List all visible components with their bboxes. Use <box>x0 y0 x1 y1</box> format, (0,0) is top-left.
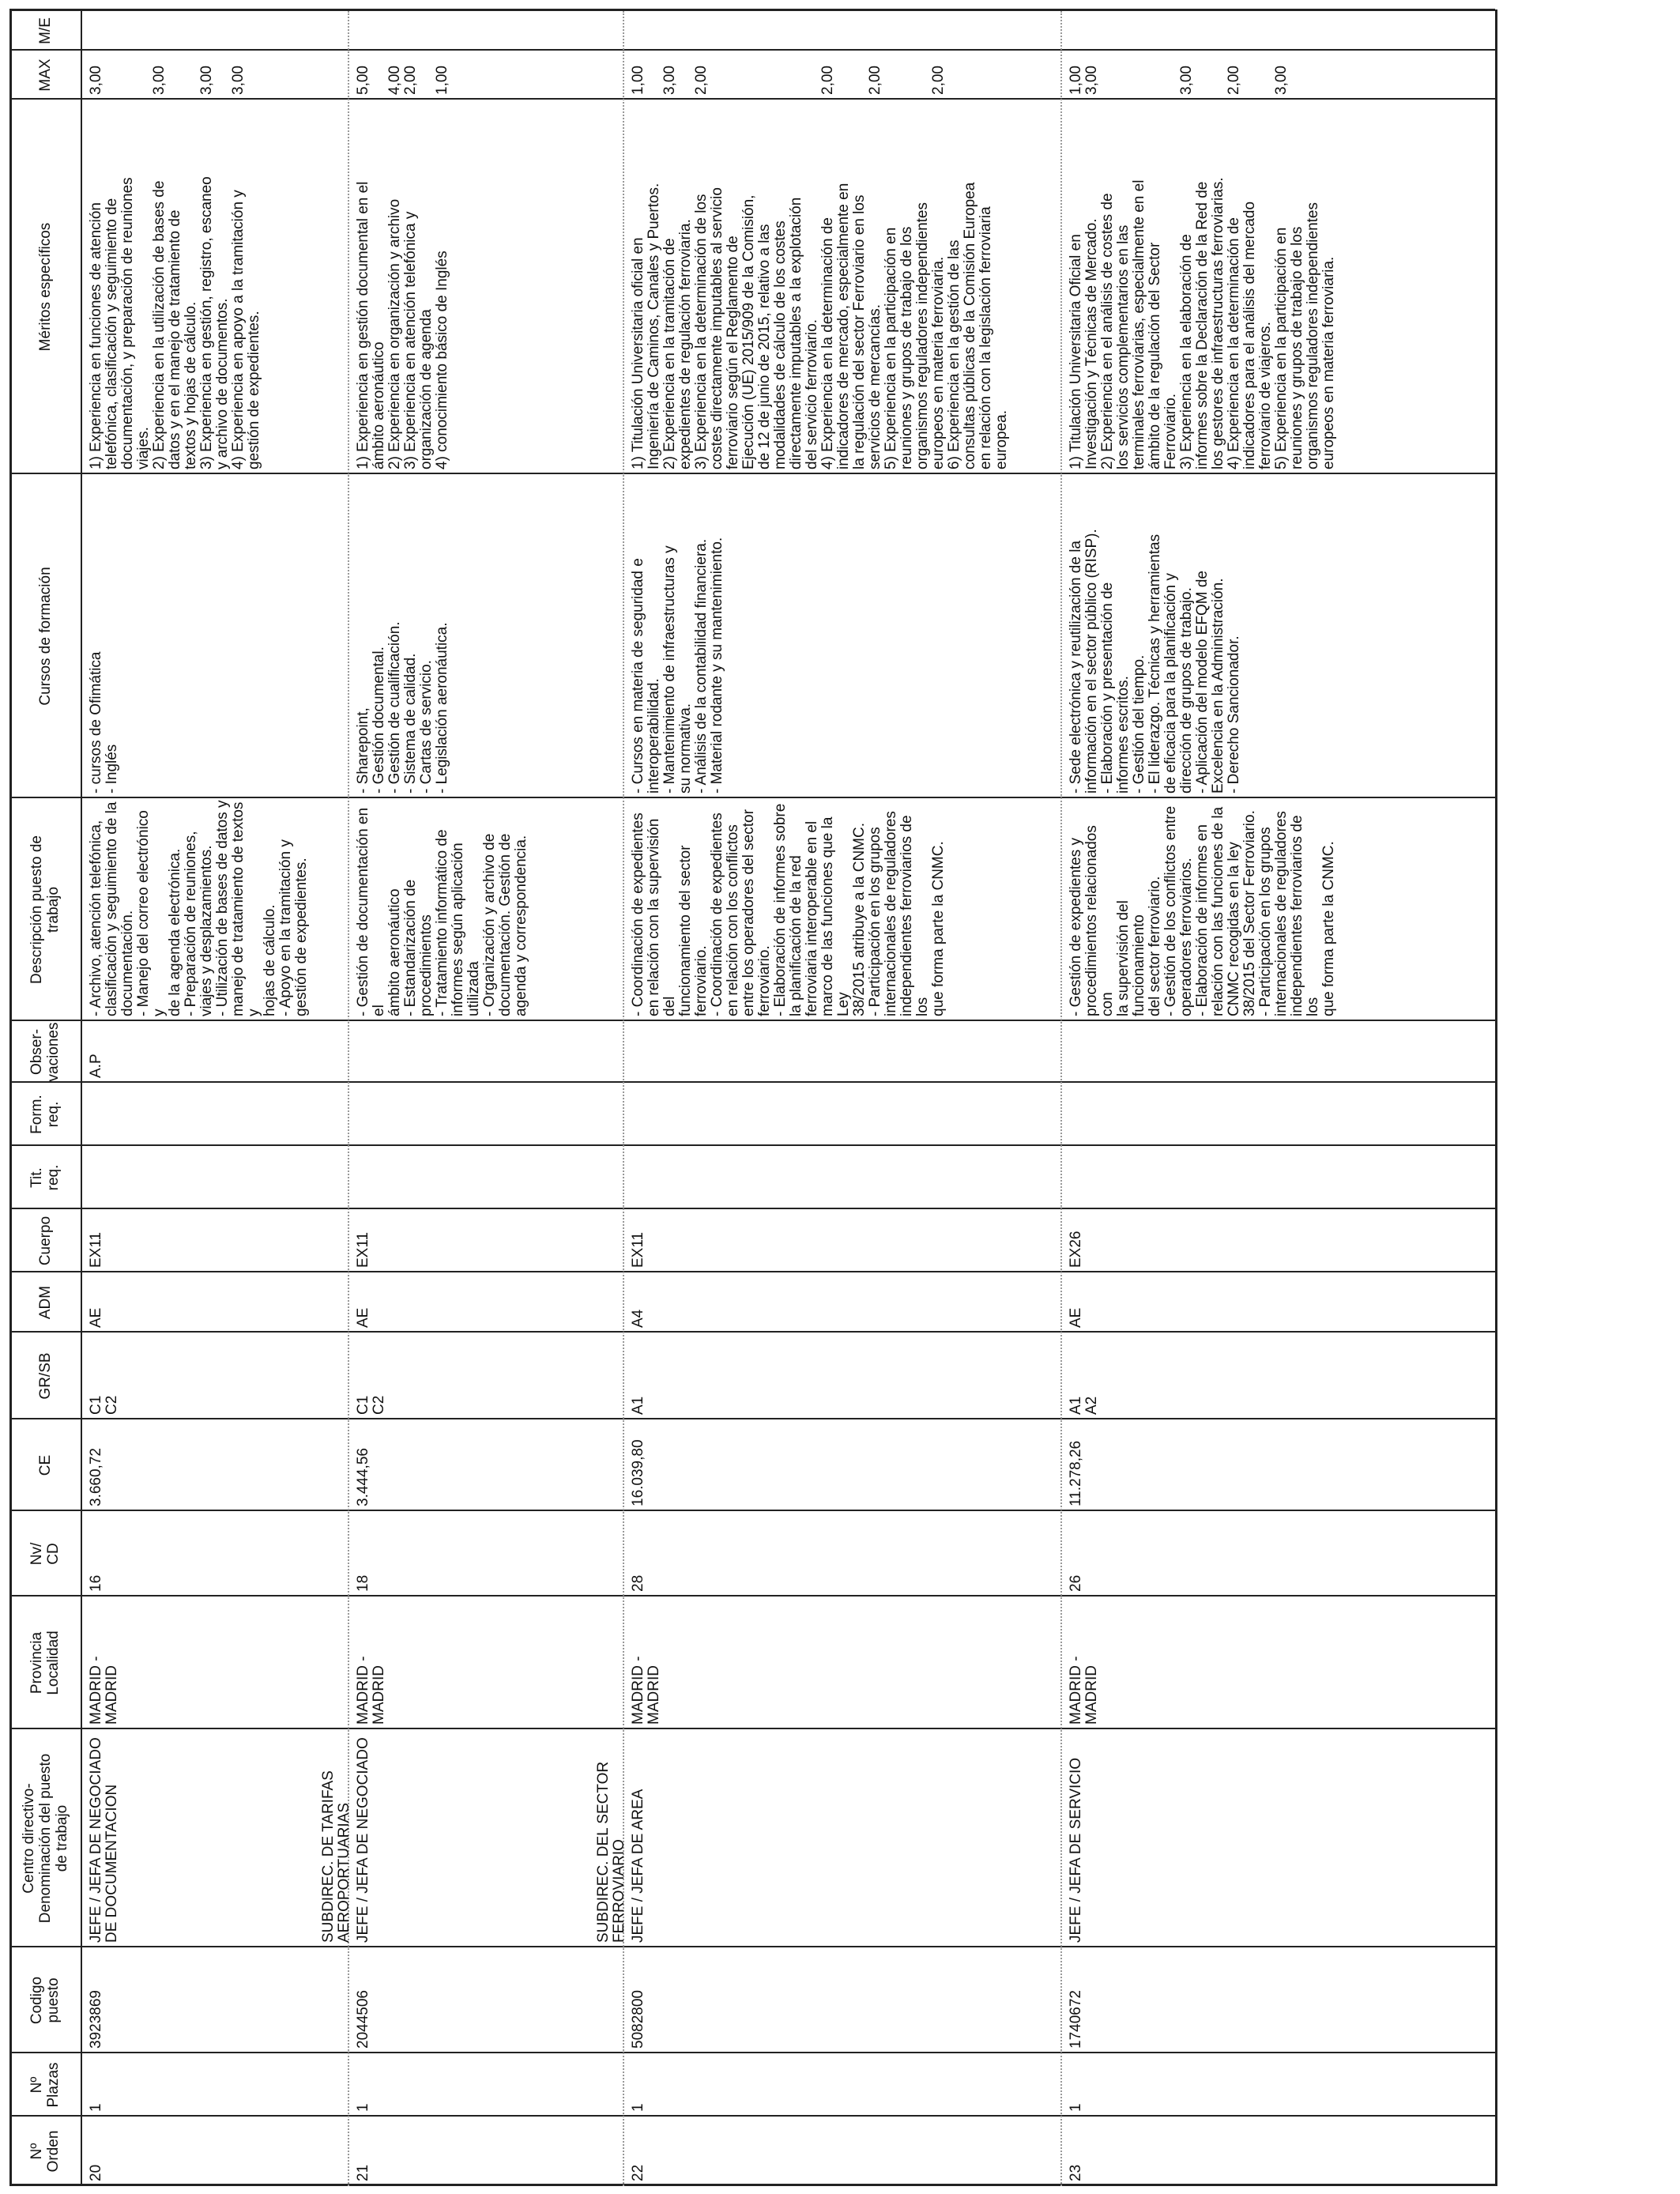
cell-cursos: - cursos de Ofimática - Inglés <box>88 651 120 794</box>
max-score: 2,00 <box>819 66 836 95</box>
cell-adm: AE <box>1068 1307 1084 1328</box>
cell-centro: JEFE / JEFA DE SERVICIO <box>1068 1757 1084 1943</box>
cell-cursos: - Sede electrónica y reutilización de la información en el sector público (RISP). - Elaboración y presentación de informes escritos. - Gestión del tiempo. - El liderazgo. Técnicas y herramientas de eficacia para la planificación y dirección de grupos de trabajo. - Aplicación del modelo EFQM de Excelencia en la Administración. - Derecho Sancionador. <box>1068 529 1242 794</box>
cell-provincia: MADRID - MADRID <box>355 1656 387 1725</box>
column-divider <box>9 1081 1495 1083</box>
cell-grupo: A1 A2 <box>1068 1396 1100 1415</box>
cell-plazas: 1 <box>630 2103 646 2112</box>
cell-grupo: C1 C2 <box>88 1395 120 1415</box>
column-divider <box>9 1144 1495 1146</box>
header-max: MAX <box>36 58 54 92</box>
cell-cuerpo: EX11 <box>355 1231 371 1268</box>
section-heading: SUBDIREC. DEL SECTOR FERROVIARIO <box>595 1761 627 1943</box>
cell-adm: AE <box>88 1307 104 1328</box>
max-score: 3,00 <box>230 66 247 95</box>
row-divider <box>81 9 82 2186</box>
cell-plazas: 1 <box>88 2103 104 2112</box>
column-divider <box>9 1946 1495 1947</box>
max-score: 3,00 <box>198 66 215 95</box>
cell-orden: 23 <box>1068 2164 1084 2181</box>
cell-nivel: 28 <box>630 1574 646 1592</box>
cell-grupo: A1 <box>630 1396 646 1415</box>
cell-meritos: 1) Titulación Universitaria oficial en Ingeniería de Caminos, Canales y Puertos. 2) Experiencia en la tramitación de expedientes de regulación ferroviaria. 3) Experiencia en la determinación de los costes directamente imputables al servicio ferroviario según el Reglamento de Ejecución (UE) 2015/909 de la Comisión, de 12 de junio de 2015, relativo a las modalidades de cálculo de los costes directamente imputables a la explotación del servicio ferroviario. 4) Experiencia en la determinación de indicadores de mercado, especialmente en la regulación del sector Ferroviario en los servicios de mercancías. 5) Experiencia en la participación en reuniones y grupos de trabajo de los organismos reguladores independientes europeos en materia ferroviaria. 6) Experiencia en la gestión de las consultas públicas de la Comisión Europea en relación con la legislación ferroviaria europea. <box>630 182 1010 469</box>
header-cuerpo: Cuerpo <box>36 1216 54 1266</box>
cell-plazas: 1 <box>355 2103 371 2112</box>
header-ce: CE <box>36 1454 54 1476</box>
cell-descripcion: - Archivo, atención telefónica, clasificación y seguimiento de la documentación. - Manejo del correo electrónico y de la agenda electrónica. - Preparación de reuniones, viajes y desplazamientos. - Utilización de bases de datos y manejo de tratamiento de textos y hojas de cálculo. - Apoyo en la tramitación y gestión de expedientes. <box>88 800 310 1016</box>
max-score: 1,00 <box>434 66 450 95</box>
cell-nivel: 26 <box>1068 1574 1084 1592</box>
header-cursos: Cursos de formación <box>36 567 54 706</box>
cell-grupo: C1 C2 <box>355 1395 387 1415</box>
cell-descripcion: - Gestión de expedientes y procedimientos relacionados con la supervisión del funcionamiento del sector ferroviario. - Gestión de los conflictos entre operadores ferroviarios. - Elaboración de informes en relación con las funciones de la CNMC recogidas en la ley 38/2015 del Sector Ferroviario. - Participación en los grupos internacionales de reguladores independientes ferroviarios de los que forma parte la CNMC. <box>1068 805 1337 1016</box>
column-divider <box>9 2184 1495 2186</box>
max-score: 2,00 <box>1226 66 1242 95</box>
header-form: Form. req. <box>28 1095 62 1134</box>
header-me: M/E <box>36 17 54 44</box>
cell-adm: A4 <box>630 1309 646 1328</box>
row-divider <box>9 9 12 2186</box>
max-score: 3,00 <box>661 66 678 95</box>
header-orden: Nº Orden <box>28 2130 62 2173</box>
cell-cuerpo: EX26 <box>1068 1231 1084 1268</box>
header-provincia: Provincia Localidad <box>28 1630 62 1695</box>
column-divider <box>9 1510 1495 1511</box>
column-divider <box>9 49 1495 51</box>
cell-ce: 3.444,56 <box>355 1448 371 1506</box>
cell-adm: AE <box>355 1307 371 1328</box>
header-grupo: GR/SB <box>36 1352 54 1400</box>
column-divider <box>9 1271 1495 1272</box>
cell-centro: JEFE / JEFA DE AREA <box>630 1789 646 1943</box>
column-divider <box>9 2115 1495 2117</box>
max-score: 3,00 <box>1273 66 1290 95</box>
cell-meritos: 1) Experiencia en gestión documental en el ámbito aeronáutico 2) Experiencia en organización y archivo 3) Experiencia en atención telefónica y organización de agenda 4) conocimiento básico de Inglés <box>355 181 450 469</box>
cell-cuerpo: EX11 <box>88 1231 104 1268</box>
cell-provincia: MADRID - MADRID <box>630 1656 662 1725</box>
column-divider <box>9 98 1495 100</box>
max-score: 3,00 <box>88 66 104 95</box>
cell-ce: 16.039,80 <box>630 1439 646 1506</box>
header-centro: Centro directivo- Denominación del puesto de trabajo <box>20 1753 70 1924</box>
row-divider <box>1495 9 1497 2186</box>
max-score: 2,00 <box>867 66 883 95</box>
cell-codigo: 1740672 <box>1068 1990 1084 2049</box>
cell-codigo: 5082800 <box>630 1990 646 2049</box>
cell-ce: 3.660,72 <box>88 1448 104 1506</box>
cell-nivel: 18 <box>355 1574 371 1592</box>
max-score: 4,00 <box>386 66 403 95</box>
max-score: 5,00 <box>355 66 371 95</box>
cell-descripcion: - Coordinación de expedientes en relación con la supervisión del funcionamiento del sector ferroviario. - Coordinación de expedientes en relación con los conflictos entre los operadores del sector ferroviario. - Elaboración de informes sobre la planificación de la red ferroviaria interoperable en el marco de las funciones que la Ley 38/2015 atribuye a la CNMC. - Participación en los grupos internacionales de reguladores independientes ferroviarios de los que forma parte la CNMC. <box>630 803 947 1016</box>
cell-cuerpo: EX11 <box>630 1231 646 1268</box>
cell-orden: 20 <box>88 2164 104 2181</box>
column-divider <box>9 9 1495 11</box>
cell-provincia: MADRID - MADRID <box>1068 1656 1100 1725</box>
column-divider <box>9 1595 1495 1596</box>
header-adm: ADM <box>36 1285 54 1320</box>
header-descripcion: Descripción puesto de trabajo <box>28 835 62 984</box>
cell-centro: JEFE / JEFA DE NEGOCIADO DE DOCUMENTACION <box>88 1737 120 1943</box>
column-divider <box>9 1331 1495 1333</box>
header-meritos: Méritos específicos <box>36 222 54 352</box>
cell-provincia: MADRID - MADRID <box>88 1656 120 1725</box>
column-divider <box>9 797 1495 798</box>
section-heading: SUBDIREC. DE TARIFAS AEROPORTUARIAS <box>320 1770 352 1943</box>
cell-meritos: 1) Titulación Universitaria Oficial en Investigación y Técnicas de Mercado. 2) Experiencia en el análisis de costes de los servicios complementarios en las terminales ferroviarias, especialmente en el ámbito de la regulación del Sector Ferroviario. 3) Experiencia en la elaboración de informes sobre la Declaración de la Red de los gestores de infraestructuras ferroviarias. 4) Experiencia en la determinación de indicadores para el análisis del mercado ferroviario de viajeros. 5) Experiencia en la participación en reuniones y grupos de trabajo de los organismos reguladores independientes europeos en materia ferroviaria. <box>1068 177 1337 469</box>
cell-centro: JEFE / JEFA DE NEGOCIADO <box>355 1737 371 1943</box>
column-divider <box>9 1418 1495 1419</box>
max-score: 2,00 <box>693 66 710 95</box>
max-score: 1,00 <box>1068 66 1084 95</box>
header-nivel: Nv/ CD <box>28 1542 62 1566</box>
column-divider <box>9 1208 1495 1209</box>
row-separator <box>1060 11 1062 2186</box>
max-score: 3,00 <box>1178 66 1195 95</box>
header-obs: Obser- vaciones <box>28 1022 62 1082</box>
cell-meritos: 1) Experiencia en funciones de atención telefónica, clasificación y seguimiento de documentación, y preparación de reuniones viajes. 2) Experiencia en la utilización de bases de datos y en el manejo de tratamiento de textos y hojas de cálculo. 3) Experiencia en gestión, registro, escaneo y archivo de documentos. 4) Experiencia en apoyo a la tramitación y gestión de expedientes. <box>88 176 262 469</box>
max-score: 3,00 <box>1083 66 1100 95</box>
max-score: 1,00 <box>630 66 646 95</box>
cell-plazas: 1 <box>1068 2103 1084 2112</box>
max-score: 2,00 <box>930 66 947 95</box>
max-score: 2,00 <box>402 66 419 95</box>
cell-cursos: - Sharepoint, - Gestión documental. - Gestión de cualificación. - Sistema de calidad. - Cartas de servicio. - Legislación aeronáutica. <box>355 621 450 794</box>
cell-cursos: - Cursos en materia de seguridad e interoperabilidad. - Mantenimiento de infraestructuras y su normativa. - Análisis de la contabilidad financiera. - Material rodante y su mantenimiento. <box>630 537 725 794</box>
column-divider <box>9 1728 1495 1729</box>
cell-obs: A.P <box>88 1054 104 1078</box>
cell-orden: 21 <box>355 2164 371 2181</box>
max-score: 3,00 <box>151 66 168 95</box>
cell-nivel: 16 <box>88 1574 104 1592</box>
column-divider <box>9 2052 1495 2053</box>
header-tit: Tit. req. <box>28 1164 62 1191</box>
header-plazas: Nº Plazas <box>28 2062 62 2108</box>
cell-orden: 22 <box>630 2164 646 2181</box>
cell-ce: 11.278,26 <box>1068 1440 1084 1506</box>
cell-codigo: 2044506 <box>355 1990 371 2049</box>
column-divider <box>9 1020 1495 1021</box>
column-divider <box>9 473 1495 474</box>
cell-codigo: 3923869 <box>88 1990 104 2049</box>
header-codigo: Codigo puesto <box>28 1976 62 2025</box>
cell-descripcion: - Gestión de documentación en el ámbito aeronáutico - Estandarización de procedimientos - Tratamiento informático de informes según aplicación utilizada - Organización y archivo de documentación. Gestión de agenda y correspondencia. <box>355 807 529 1016</box>
